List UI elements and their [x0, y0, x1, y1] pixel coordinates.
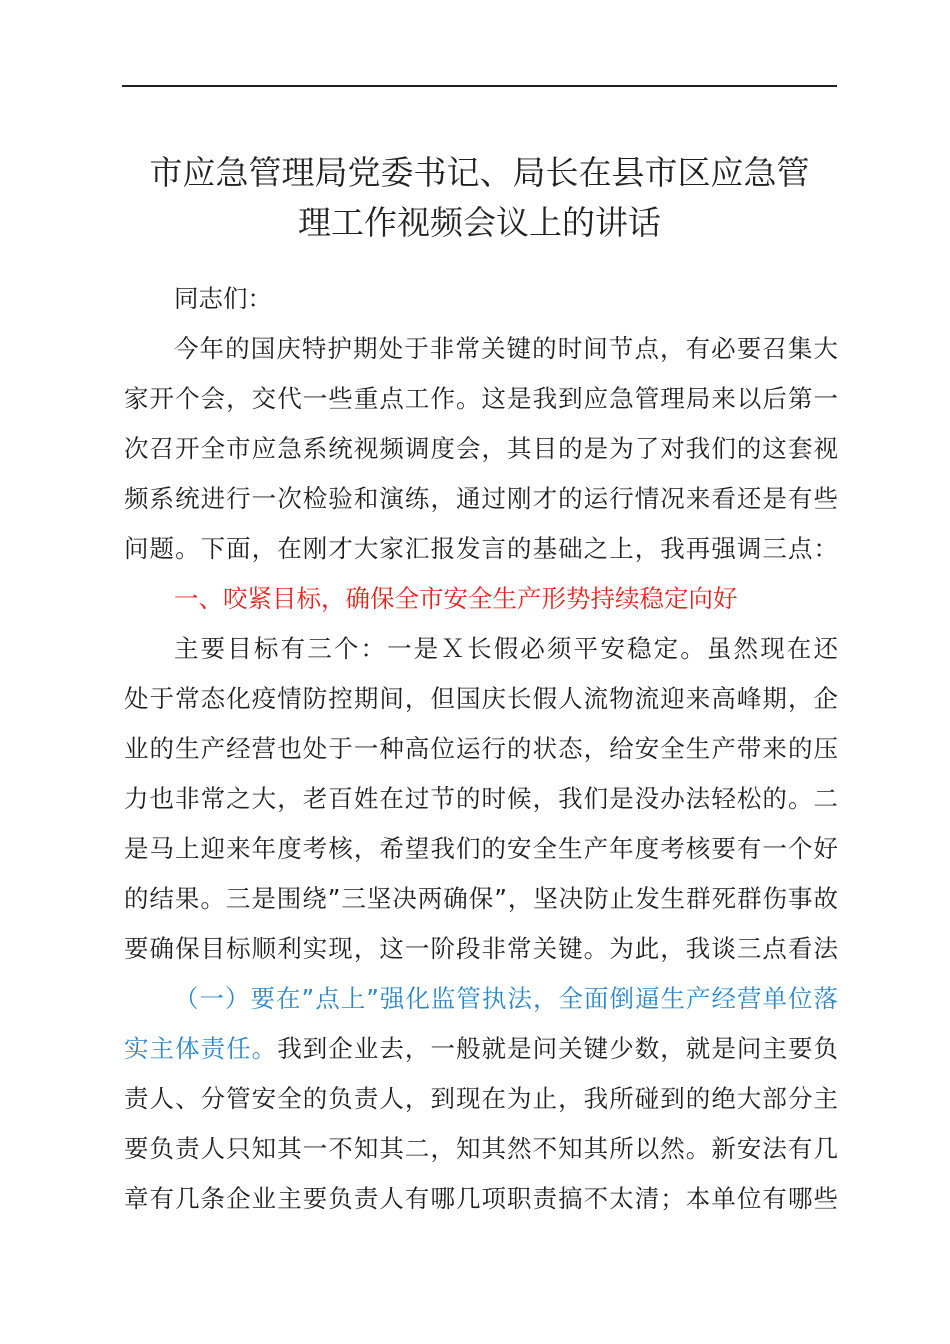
paragraph-line: 要确保目标顺利实现，这一阶段非常关键。为此，我谈三点看法: [124, 934, 838, 963]
subsection-heading-1-cont: 实主体责任。: [124, 1034, 278, 1063]
paragraph-line: 章有几条企业主要负责人有哪几项职责搞不太清；本单位有哪些: [124, 1184, 838, 1213]
paragraph-line: 今年的国庆特护期处于非常关键的时间节点，有必要召集大: [174, 334, 838, 363]
title-line-1: 市应急管理局党委书记、局长在县市区应急管: [149, 153, 810, 192]
paragraph-line: 力也非常之大，老百姓在过节的时候，我们是没办法轻松的。二: [124, 784, 838, 813]
title-line-2: 理工作视频会议上的讲话: [298, 203, 661, 242]
document-title: [122, 148, 837, 248]
subsection-heading-1: （一）要在”点上”强化监管执法，全面倒逼生产经营单位落: [174, 984, 838, 1013]
paragraph-line-mixed: [124, 1024, 838, 1074]
document-body: [124, 274, 838, 1224]
paragraph-line: 责人、分管安全的负责人，到现在为止，我所碰到的绝大部分主: [124, 1084, 838, 1113]
paragraph-line: 家开个会，交代一些重点工作。这是我到应急管理局来以后第一: [124, 384, 838, 413]
paragraph-text: 我到企业去，一般就是问关键少数，就是问主要负: [277, 1034, 839, 1063]
paragraph-line: 业的生产经营也处于一种高位运行的状态，给安全生产带来的压: [124, 734, 838, 763]
paragraph-line: 问题。下面，在刚才大家汇报发言的基础之上，我再强调三点：: [124, 534, 838, 563]
paragraph-line: 的结果。三是围绕”三坚决两确保”，坚决防止发生群死群伤事故: [124, 884, 838, 913]
paragraph-line: 次召开全市应急系统视频调度会，其目的是为了对我们的这套视: [124, 434, 838, 463]
paragraph-line: 是马上迎来年度考核，希望我们的安全生产年度考核要有一个好: [124, 834, 838, 863]
header-rule: [122, 85, 837, 87]
paragraph-line: 处于常态化疫情防控期间，但国庆长假人流物流迎来高峰期，企: [124, 684, 838, 713]
paragraph-line: 要负责人只知其一不知其二，知其然不知其所以然。新安法有几: [124, 1134, 838, 1163]
section-heading-1: 一、咬紧目标，确保全市安全生产形势持续稳定向好: [174, 584, 738, 613]
salutation: 同志们：: [174, 284, 272, 313]
paragraph-line: 主要目标有三个：一是Ｘ长假必须平安稳定。虽然现在还: [174, 634, 838, 663]
paragraph-line: 频系统进行一次检验和演练，通过刚才的运行情况来看还是有些: [124, 484, 838, 513]
